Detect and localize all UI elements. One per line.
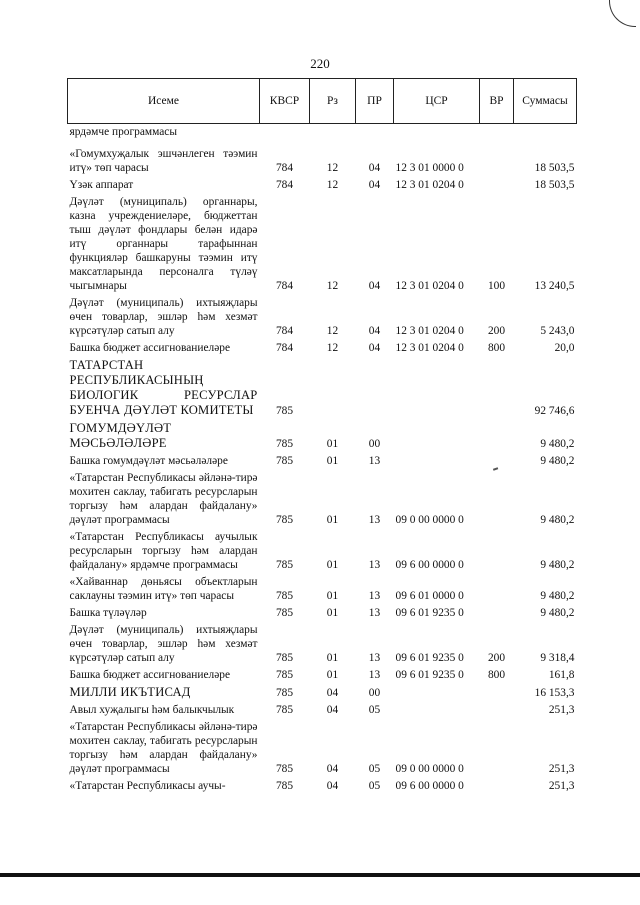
cell-kvsr: 785 — [275, 763, 294, 775]
table-row — [68, 719, 577, 778]
page-number: 220 — [310, 56, 330, 71]
cell-rz: 04 — [326, 687, 339, 699]
cell-amount: 5 243,0 — [540, 325, 575, 337]
cell-name: ярдәмче программасы — [69, 126, 177, 138]
cell-csr: 09 6 01 9235 0 — [395, 669, 464, 681]
cell-amount: 16 153,3 — [534, 687, 575, 699]
cell-amount: 9 480,2 — [540, 590, 575, 602]
budget-table — [67, 78, 577, 795]
cell-name: Авыл хуҗалыгы һәм балыкчылык — [69, 704, 235, 716]
cell-name: МИЛЛИ ИКЪТИСАД — [69, 685, 191, 699]
cell-amount: 92 746,6 — [534, 405, 575, 417]
cell-rz — [310, 124, 356, 142]
header-amount: Суммасы — [514, 79, 577, 124]
cell-csr: 12 3 01 0204 0 — [395, 280, 464, 292]
cell-amount: 18 503,5 — [534, 179, 575, 191]
cell-csr: 12 3 01 0204 0 — [395, 325, 464, 337]
cell-pr: 13 — [368, 455, 381, 467]
cell-vr: 800 — [487, 342, 506, 354]
cell-name: «Татарстан Республикасы аучылык ресурсларын торгызу һәм алардан файдалану» ярдәмче программасы — [69, 531, 258, 571]
cell-kvsr: 784 — [275, 162, 294, 174]
cell-pr: 13 — [368, 590, 381, 602]
cell-amount: 9 480,2 — [540, 607, 575, 619]
table-row — [68, 529, 577, 574]
cell-csr — [394, 357, 480, 420]
cell-name: ТАТАРСТАН РЕСПУБЛИКАСЫНЫҢ БИОЛОГИК РЕСУРСЛАР БУЕНЧА ДӘҮЛӘТ КОМИТЕТЫ — [69, 358, 258, 417]
cell-rz: 04 — [326, 704, 339, 716]
cell-kvsr: 785 — [275, 455, 294, 467]
cell-vr — [480, 702, 514, 719]
header-name: Исеме — [68, 79, 260, 124]
cell-kvsr: 784 — [275, 325, 294, 337]
cell-pr: 04 — [368, 179, 381, 191]
table-row — [68, 124, 577, 142]
corner-mark — [609, 0, 636, 27]
cell-name: «Татарстан Республикасы аучы- — [69, 780, 226, 792]
cell-csr — [394, 684, 480, 702]
cell-pr: 00 — [368, 438, 381, 450]
cell-kvsr: 785 — [275, 687, 294, 699]
cell-rz: 01 — [326, 559, 339, 571]
table-row — [68, 194, 577, 295]
cell-pr: 04 — [368, 342, 381, 354]
cell-amount: 18 503,5 — [534, 162, 575, 174]
cell-amount: 161,8 — [548, 669, 575, 681]
cell-kvsr — [260, 124, 310, 142]
cell-csr: 12 3 01 0204 0 — [395, 342, 464, 354]
cell-vr — [480, 357, 514, 420]
cell-rz: 12 — [326, 280, 339, 292]
table-row — [68, 453, 577, 470]
table-row — [68, 295, 577, 340]
cell-pr: 05 — [368, 763, 381, 775]
cell-vr — [480, 529, 514, 574]
cell-amount: 9 480,2 — [540, 455, 575, 467]
bottom-border-bar — [0, 873, 640, 877]
cell-vr — [480, 420, 514, 453]
cell-kvsr: 785 — [275, 704, 294, 716]
cell-rz: 01 — [326, 514, 339, 526]
cell-vr: 200 — [487, 325, 506, 337]
cell-kvsr: 784 — [275, 179, 294, 191]
cell-vr: 800 — [487, 669, 506, 681]
cell-csr: 09 6 01 9235 0 — [395, 652, 464, 664]
table-row — [68, 667, 577, 684]
header-kvsr: КВСР — [260, 79, 310, 124]
cell-amount — [514, 124, 577, 142]
table-row — [68, 357, 577, 420]
cell-rz: 12 — [326, 162, 339, 174]
cell-csr: 09 6 00 0000 0 — [395, 780, 464, 792]
cell-pr: 04 — [368, 162, 381, 174]
cell-name: «Татарстан Республикасы әйләнә-тирә мохитен саклау, табигать ресурсларын торгызу һәм алардан файдалану» дәүләт программасы — [69, 721, 258, 775]
cell-rz: 01 — [326, 607, 339, 619]
table-row — [68, 702, 577, 719]
cell-rz: 12 — [326, 342, 339, 354]
cell-csr: 09 6 01 9235 0 — [395, 607, 464, 619]
cell-kvsr: 785 — [275, 669, 294, 681]
cell-amount: 9 480,2 — [540, 438, 575, 450]
cell-vr — [480, 177, 514, 194]
cell-kvsr: 785 — [275, 514, 294, 526]
cell-rz: 01 — [326, 669, 339, 681]
cell-rz: 01 — [326, 455, 339, 467]
cell-pr: 05 — [368, 704, 381, 716]
cell-pr — [356, 124, 394, 142]
cell-kvsr: 785 — [275, 607, 294, 619]
cell-kvsr: 785 — [275, 780, 294, 792]
cell-vr — [480, 605, 514, 622]
table-row — [68, 141, 577, 177]
cell-kvsr: 785 — [275, 438, 294, 450]
cell-name: «Гомумхуҗалык эшчәнлеген тәэмин итү» төп чарасы — [69, 148, 258, 174]
table-row — [68, 420, 577, 453]
table-header-row — [68, 79, 577, 124]
cell-vr: 200 — [487, 652, 506, 664]
cell-rz: 12 — [326, 179, 339, 191]
header-vr: ВР — [480, 79, 514, 124]
cell-amount: 251,3 — [548, 780, 575, 792]
cell-amount: 13 240,5 — [534, 280, 575, 292]
cell-amount: 251,3 — [548, 763, 575, 775]
cell-rz: 01 — [326, 652, 339, 664]
table-row — [68, 574, 577, 605]
cell-pr: 13 — [368, 669, 381, 681]
cell-rz: 12 — [326, 325, 339, 337]
cell-kvsr: 785 — [275, 590, 294, 602]
table-row — [68, 622, 577, 667]
cell-name: ГОМУМДӘҮЛӘТ МӘСЬӘЛӘЛӘРЕ — [69, 421, 172, 450]
cell-kvsr: 785 — [275, 559, 294, 571]
cell-vr — [480, 574, 514, 605]
cell-pr: 05 — [368, 780, 381, 792]
cell-pr — [356, 357, 394, 420]
table-row — [68, 470, 577, 529]
cell-csr — [394, 124, 480, 142]
cell-pr: 04 — [368, 280, 381, 292]
cell-vr — [480, 141, 514, 177]
cell-csr — [394, 420, 480, 453]
table-row — [68, 340, 577, 357]
cell-kvsr: 784 — [275, 280, 294, 292]
cell-name: «Татарстан Республикасы әйләнә-тирә мохитен саклау, табигать ресурсларын торгызу һәм алардан файдалану» дәүләт программасы — [69, 472, 258, 526]
cell-vr — [480, 470, 514, 529]
cell-kvsr: 785 — [275, 405, 294, 417]
cell-pr: 04 — [368, 325, 381, 337]
table-row — [68, 177, 577, 194]
table-body — [68, 124, 577, 796]
cell-name: Башка бюджет ассигнованиеләре — [69, 342, 231, 354]
cell-name: Дәүләт (муниципаль) ихтыяҗлары өчен товарлар, эшләр һәм хезмәт күрсәтүләр сатып алу — [69, 297, 258, 337]
cell-name: Дәүләт (муниципаль) ихтыяҗлары өчен товарлар, эшләр һәм хезмәт күрсәтүләр сатып алу — [69, 624, 258, 664]
table-row — [68, 605, 577, 622]
cell-vr: 100 — [487, 280, 506, 292]
cell-name: Башка гомумдәүләт мәсьәләләре — [69, 455, 228, 467]
cell-pr: 13 — [368, 652, 381, 664]
cell-amount: 20,0 — [554, 342, 575, 354]
cell-name: «Хайваннар дөньясы объектларын саклауны тәэмин итү» төп чарасы — [69, 576, 258, 602]
cell-amount: 9 318,4 — [540, 652, 575, 664]
cell-vr — [480, 124, 514, 142]
cell-csr: 12 3 01 0204 0 — [395, 179, 464, 191]
cell-pr: 00 — [368, 687, 381, 699]
cell-rz: 04 — [326, 780, 339, 792]
cell-rz: 01 — [326, 590, 339, 602]
cell-pr: 13 — [368, 607, 381, 619]
cell-name: Башка бюджет ассигнованиеләре — [69, 669, 231, 681]
cell-amount: 251,3 — [548, 704, 575, 716]
header-rz: Рз — [310, 79, 356, 124]
cell-name: Башка түләүләр — [69, 607, 147, 619]
cell-csr — [394, 453, 480, 470]
table-row — [68, 778, 577, 795]
cell-csr: 09 0 00 0000 0 — [395, 763, 464, 775]
header-csr: ЦСР — [394, 79, 480, 124]
cell-pr: 13 — [368, 559, 381, 571]
cell-vr — [480, 719, 514, 778]
cell-csr: 12 3 01 0000 0 — [395, 162, 464, 174]
cell-amount: 9 480,2 — [540, 559, 575, 571]
cell-rz: 04 — [326, 763, 339, 775]
cell-csr: 09 0 00 0000 0 — [395, 514, 464, 526]
cell-name: Дәүләт (муниципаль) органнары, казна учреждениеләре, бюджеттан тыш дәүләт фондлары белән идарә итү органнары тарафыннан функцияләр башкаруны тәэмин итү максатларында персоналга түләү чыгымнары — [69, 196, 258, 292]
cell-rz: 01 — [326, 438, 339, 450]
cell-kvsr: 784 — [275, 342, 294, 354]
cell-csr: 09 6 01 0000 0 — [395, 590, 464, 602]
cell-name: Үзәк аппарат — [69, 179, 134, 191]
cell-vr — [480, 684, 514, 702]
cell-amount: 9 480,2 — [540, 514, 575, 526]
header-pr: ПР — [356, 79, 394, 124]
cell-kvsr: 785 — [275, 652, 294, 664]
cell-vr — [480, 778, 514, 795]
cell-pr: 13 — [368, 514, 381, 526]
cell-rz — [310, 357, 356, 420]
cell-csr: 09 6 00 0000 0 — [395, 559, 464, 571]
cell-csr — [394, 702, 480, 719]
table-row — [68, 684, 577, 702]
